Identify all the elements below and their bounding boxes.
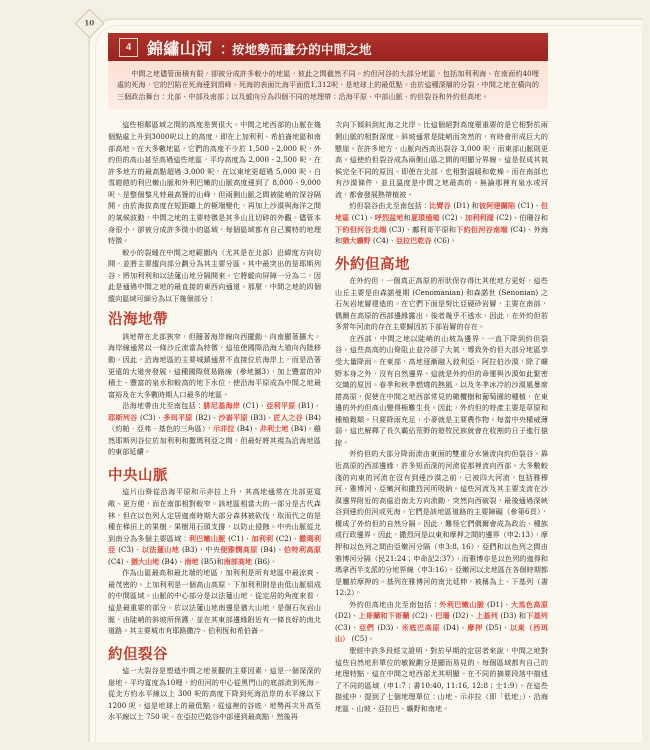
place-list-paragraph: 外約但高地由北至南包括：外利巴嫩山脈 (D1)、大馬色高原 (D2)、上哥蘭和下哥蘭 (C2)、巴珊 (D2)、上基列 (D3) 和下基列 (C3)、亞們 (D3)、米底巴高原 (D4)、摩押 (D5)、以東（西珥山） (C5)。: [335, 599, 548, 644]
paragraph: 作為山區最高和最北端的地區，加利利是所有地區中最涼爽、最茂密的。上加利利是一個高山高原，下加利利則是由低山脈組成的中間區域。山脈的中心部分是以法蓮山地，從定居的角度來看，這是最重要的部分。於以法蓮山地南邊是猶大山地，是個石灰岩山脈，由陡峭的斜坡所保護，並在其東部邊緣附近有一條良好的南北道路。其主要城市有耶路撒冷、伯利恆和希伯崙。: [108, 568, 321, 636]
place-name: 上基列: [475, 611, 498, 621]
place-list-paragraph: 這片山脊從沿海平原和示非拉上升，其高地通常在北部更寬敞、更方便，而在南部相對較窄。該地區相當大的一部分是古代森林，但在以色列人定居迦南時期大部分森林被砍伐，取而代之的是種在梯田上的果樹。果樹用石頭支撐，以防止侵蝕。中央山脈從北到南分為多個主要區域：利巴嫩山脈 (C1)、加利利 (C2)、撒瑪利亞 (C3)、以法蓮山地 (B3)、中央便雅憫高原 (B4)、伯特利高原 (C4)、猶大山地 (B4)、南地 (B5)和南部高地 (B6)。: [108, 487, 322, 566]
place-name: 以法蓮山地: [141, 545, 180, 555]
list-intro: 沿海地帶由北至南包括：: [122, 401, 204, 411]
place-name: 夏瑣通道: [410, 212, 440, 222]
place-name: 加利利: [251, 533, 274, 543]
place-ref: (C4): [510, 224, 526, 234]
abstract-box: 中間之地儘管面積有限，卻被分成許多較小的地區，彼此之間截然不同。約但河谷的大部分地區，包括加利利海、在南面約40哩處的死海，它的凹陷在死海達到頂峰。死海的表面比海平面低1,312呎，是地球上的最低點。由於這種深層的分裂，中間之地在橫向的三個政治舞台：北部、中部及南部；以及縱向分為四個不同的地理帶：沿海平原、中部山脈、約但裂谷和外約但高地。: [108, 61, 548, 110]
place-ref: (C5): [351, 634, 368, 644]
section-heading: 外約但高地: [335, 255, 410, 273]
mid-text: 、中央: [197, 545, 221, 555]
place-name: 利巴嫩山脈: [188, 533, 226, 543]
paragraph-text: 這片山脊從沿海平原和示非拉上升，其高地通常在北部更寬敞、更方便，而在南部相對較窄。該地區相當大的一部分是古代森林，但在以色列人定居迦南時期大部分森林被砍伐，取而代之的是種在梯田上的果樹。果樹用石頭支撐，以防止侵蝕。中央山脈從北到南分為多個主要區域：: [108, 487, 321, 543]
place-ref: (C3): [388, 224, 405, 234]
place-name: 但地區: [335, 201, 548, 222]
place-name: 伯特利高原: [283, 545, 322, 555]
place-ref: (B4): [236, 424, 253, 434]
section-transjordan-highlands: [335, 256, 548, 715]
and-text: 和: [216, 556, 224, 566]
place-name: 腓尼基海岸: [203, 401, 241, 411]
section-heading: 約但裂谷: [108, 645, 168, 663]
place-ref: (B5): [200, 556, 217, 566]
place-ref: (C1): [228, 533, 244, 543]
section-heading: 中央山脈: [108, 467, 168, 485]
conj: 和: [518, 611, 527, 621]
paragraph: 較小的裂縫在中間之地範圍內（尤其是在北部）沿緯度方向切開，並將主要縱向部分劃分為其主要分區。其中最突出的是耶斯列谷，將加利利和以法蓮山地分隔開來。它將縱向屏障一分為二，因此是通過中間之地的最直接的東西向通道。那麼，中間之地的四個縱向區域可細分為以下幾個部分：: [108, 247, 321, 303]
place-name: 撒瑪利亞: [108, 533, 321, 555]
page-content: [108, 33, 548, 723]
title-colon: ：: [216, 42, 231, 58]
place-name: 米底巴高原: [401, 622, 441, 632]
place-ref: (B4): [305, 412, 321, 422]
text-columns: [108, 119, 548, 722]
text-mid: 、鄺利哥平原和: [404, 224, 457, 234]
paragraph: 這一大裂谷是塑造中間之地景觀的主要因素，這是一個深深的崖地。平均寬度為10哩，約但河的中心從黑門山的底部流到死海。從北方約水平線以上 300 呎的高度下降到死海沿岸的水平線以下 1200 呎。這是地球上的最低點。從這裡的谷底，地勢再次升高至水平線以上 750 呎。在亞拉巴乾谷中部達到最高點，然後再: [108, 666, 321, 722]
place-ref: (C6): [433, 236, 450, 246]
paragraph: 該地帶在北部狹窄，但隨著海岸線向西擺動，向南顯著擴大。海岸線通常以一條沙丘流當為特徵，這迫使國際沿海大道向內陸移動。因此，沿海地區的主要城鎮通常不直接位於海岸上，而是沿著更遠的大道旁發展。這種國際貿易路線（參地圖3），加上豐富的沖積土、豐富的泉水和較高的地下水位，使沿海平原成為中間之地最富裕及在大多數時期人口最多的地區。: [108, 331, 321, 399]
place-name: 便雅憫高原: [220, 545, 258, 555]
place-ref: (C1): [351, 212, 368, 222]
place-ref: (B2): [195, 412, 211, 422]
page-title: [147, 36, 372, 59]
place-ref: (C4): [108, 556, 124, 566]
section-jordan-rift: [108, 646, 321, 723]
place-ref: (B4): [260, 545, 276, 555]
place-ref: (D3): [500, 611, 517, 621]
place-ref: (C3): [335, 622, 351, 632]
place-name: 耶斯列谷: [108, 412, 138, 422]
place-ref: (B4): [291, 424, 307, 434]
paragraph: 這些相鄰區域之間的高度差異很大。中間之地西部的山脈在幾個點處上升到3000呎以上的高度，即在上加利利、希伯崙地區和南部高地。在大多數地區，它們的高度不少於 1,500 - 2,000 呎，外約但的高山甚至高過這些地區，平均高度為 2,000 - 2,500 呎，在許多地方的最高點超過 3,000 呎，在以東地更超過 5,000 呎。白雪皚皚的利巴嫩山脈和外利巴嫩的山脈高度達到了 8,000 - 9,000 呎，是整個黎凡特最高聳的山峰，但兩側山脈之間被陡峭的深谷隔開。由於海拔高度在短距離上的極端變化，再加上沙漠與海洋之間的氣候波動，中間之地的主要特徵是其多山且切碎的外觀。儘管本身很小，卻被分成許多微小的區域，每個區域都有自己獨特的地理特徵。: [108, 120, 321, 246]
place-name: 外利巴嫩山脈: [439, 599, 485, 609]
place-ref: (D4): [443, 622, 460, 632]
text-mid: 、伯珊谷和: [511, 212, 548, 222]
paragraph-continued: 次向下傾斜到紅海之北岸。比這個絕對高度還重要的是它相對於兩側山脈的相對深度。斜坡通常是陡峭而突然的，有時會形成巨大的懸崖。在許多地方，山脈向西高出裂谷 3,000 呎，而東部山脈則更高。這使約但裂谷成為兩側山區之間的明顯分界線。這是促成其氣候完全不同的原因。即使在北部，也相對溫暖和乾燥。而在南部也有沙漠條件，並且溫度是中間之地最高的。無論那裡有泉水或河流，都會發展熱帶植被。: [335, 120, 548, 199]
section-heading: 沿海地帶: [108, 311, 168, 329]
text-mid: 、外海和: [335, 224, 548, 246]
list-closing: 。: [269, 556, 278, 566]
place-name: 亞拉巴乾谷: [395, 236, 432, 246]
place-name: 亞們: [359, 622, 375, 632]
conj: 和: [471, 201, 479, 211]
place-name: 匠人之谷: [273, 412, 303, 422]
place-name: 示非拉: [212, 424, 235, 434]
place-ref: (B3): [181, 545, 198, 555]
place-name: 南部高地: [223, 556, 253, 566]
left-column: [108, 119, 321, 722]
page-number: 10: [84, 18, 95, 28]
place-name: 巴珊: [435, 611, 451, 621]
list-intro: 外約但高地由北至南包括：: [349, 599, 440, 609]
place-name: 非利士地: [259, 424, 289, 434]
place-ref: (B6): [254, 556, 270, 566]
place-name: 比臂谷: [429, 201, 451, 211]
place-name: 下基列: [526, 611, 548, 621]
place-name: 亞利平原: [266, 401, 296, 411]
place-ref: (D1): [487, 599, 503, 609]
place-name: 沙崙平原: [218, 412, 248, 422]
place-name: 猶大曠野: [342, 236, 371, 246]
paragraph: 外約但的大部分降雨流由東面的雙重分水嶺流向約但裂谷。靠近高原的西部邊緣，許多短而深的河流從那裡流向西部。大多數較淺的向東的河流在沒有到達沙漠之前，已被四大河流，包括雅穆河、雅博河、亞嫩河和撒烈河所吸納。這些河流及其主要支流在沙漠邊界附近的高處沿南北方向流動，突然向西破裂，最後通過深峽谷到達約但河或死海。它們是該地區道路的主要障礙（參第6頁），構成了外約但的自然分隔。因此，難怪它們偶爾會成為政治、種族或行政邊界。因此，撒烈河是以東和摩押之間的邊界（申2:13），摩押和以色列之間由亞嫩河分隔（申3:8, 16），亞們和以色列之間由雅博河分隔（民21:24；申命記2:37），而雅博亦是以色列的迦得和瑪拿西半支派的分地界線（申3:16）。亞嫩河以北地區在各個時期都是屬於摩押的。基列在雅博河的南北延伸，被稱為上、下基列（書12:2）。: [335, 449, 548, 598]
place-ref: (D5): [485, 622, 502, 632]
title-subtitle: 按地勢而畫分的中間之地: [232, 41, 372, 57]
place-ref: (C2): [412, 611, 428, 621]
place-name: 摩押: [467, 622, 483, 632]
place-name: 大馬色高原: [510, 599, 548, 609]
paragraph: 在西部，中間之地以陡峭的山坡為邊界，一直下降到約但裂谷。這些高高的山脊阻止並冷卻了大氣，導致外約但大部分地區享受大量降雨。在東部，高地逐漸融入敘利亞。阿拉伯沙漠，除了曠野本身之外，沒有自然邊界。這就是外約但的命運與沙漠如此緊密交織的原因。春季和秋季燃燒的熱風，以及冬季冰冷的沙漠風暴席捲高原，促使在中間之地西部常見的橄欖樹和葡萄園的種植，在東邊的外約但高山變得極難生長。因此，外約但的特產主要是草原和種植穀類。只要降雨充足，小麥就是主要農作物。每當中央權威薄弱，這也解釋了長久霸佔荒野的遊牧民族就會在收割的日子進行搶掠。: [335, 333, 548, 447]
paragraph: 聖經中許多段經文證明，對於早期的定居者來說，中間之地對這些自然地形單位的敏銳劃分是顯而易見的。每個區域都有自己的地理特點，這在中間之地西部尤其明顯。在不同的摘要段落中描述了不同的區域（申1:7；書10:40, 11:16, 12:8；士1:9）。在這些描述中，提到了七個地理單位：山地、示非拉（即「低地」）、沿海地區、山坡、亞拉巴、曠野和南地。: [335, 646, 548, 713]
chapter-number-box: 4: [119, 38, 138, 57]
place-name: 下約但河谷北端: [335, 224, 387, 234]
place-ref: (C3): [118, 545, 134, 555]
place-ref: (D1): [453, 201, 470, 211]
place-ref: (B1): [298, 401, 314, 411]
place-name: 上哥蘭和下哥蘭: [358, 611, 410, 621]
place-ref: (B3): [250, 412, 266, 422]
place-ref: (C4): [373, 236, 389, 246]
place-ref: (C2): [275, 533, 292, 543]
chapter-title-banner: [108, 33, 548, 61]
section-central-mountains: [108, 467, 321, 637]
place-ref: (D2): [452, 611, 469, 621]
conj: 和: [403, 212, 411, 222]
place-ref: (C2): [496, 212, 512, 222]
place-ref: (C2): [442, 212, 458, 222]
place-name: 呼烈盆地: [374, 212, 404, 222]
place-list-paragraph: 沿海地帶由北至南包括：腓尼基海岸 (C1)、亞利平原 (B1)、耶斯列谷 (C3)、多珥平原 (B2)、沙崙平原 (B3)、匠人之谷 (B4)（約帕‧亞弗‧基色的三角區），示非拉 (B4)、非利士地 (B4)。雖然耶斯列谷位於加利利和撒瑪利亞之間，但最好將其視為沿海地區的東部延續。: [108, 401, 322, 457]
place-list-paragraph: 約但裂谷由北至南包括：比臂谷 (D1) 和彼阿達關陷 (C1)、但地區 (C1)、呼烈盆地和夏瑣通道 (C2)、加利利湖 (C2)、伯珊谷和下約但河谷北端 (C3)、鄺利哥平原和下約但河谷南端 (C4)、外海和猶大曠野 (C4)、亞拉巴乾谷 (C6)。: [335, 201, 548, 246]
place-ref: (D3): [377, 622, 394, 632]
list-intro: 約但裂谷由北至南包括：: [349, 201, 430, 211]
place-name: 下約但河谷南端: [456, 224, 508, 234]
place-name: 南地: [184, 556, 199, 566]
place-ref: (C1): [242, 401, 259, 411]
section-coastal-plain: [108, 311, 321, 458]
place-ref: (D2): [335, 611, 351, 621]
list-closing: 。雖然耶斯列谷位於加利利和撒瑪利亞之間，但最好將其視為沿海地區的東部延續。: [108, 424, 321, 457]
title-main: 錦繡山河: [147, 38, 213, 58]
place-ref: (C1): [517, 201, 534, 211]
place-ref: (B4): [161, 556, 178, 566]
place-name: 猶大山地: [130, 556, 160, 566]
list-closing: 。: [367, 634, 375, 644]
place-name: 加利利湖: [465, 212, 494, 222]
place-name: 多珥平原: [163, 412, 193, 422]
list-closing: 。: [449, 236, 457, 246]
right-column: [335, 119, 548, 722]
place-name: 彼阿達關陷: [478, 201, 516, 211]
list-tail: （約帕‧亞弗‧基色的三角區），: [108, 424, 213, 434]
place-name: 以東（西珥山）: [335, 622, 548, 644]
paragraph: 在外約但，一個真正高原的形狀保存得比其他地方更好，這些山丘主要是由森諾曼期 (Cenomanian) 和森諾世 (Senonian) 之石灰岩地層建造的。在它們下面是努比亞硬砂岩層，主要在南部，偶爾在高原的西部邊緣露出。後者幾乎不透水，因此，在外約但若多常年河流的存在主要歸因於下部岩層的存在。: [335, 276, 548, 332]
place-ref: (C3): [140, 412, 156, 422]
